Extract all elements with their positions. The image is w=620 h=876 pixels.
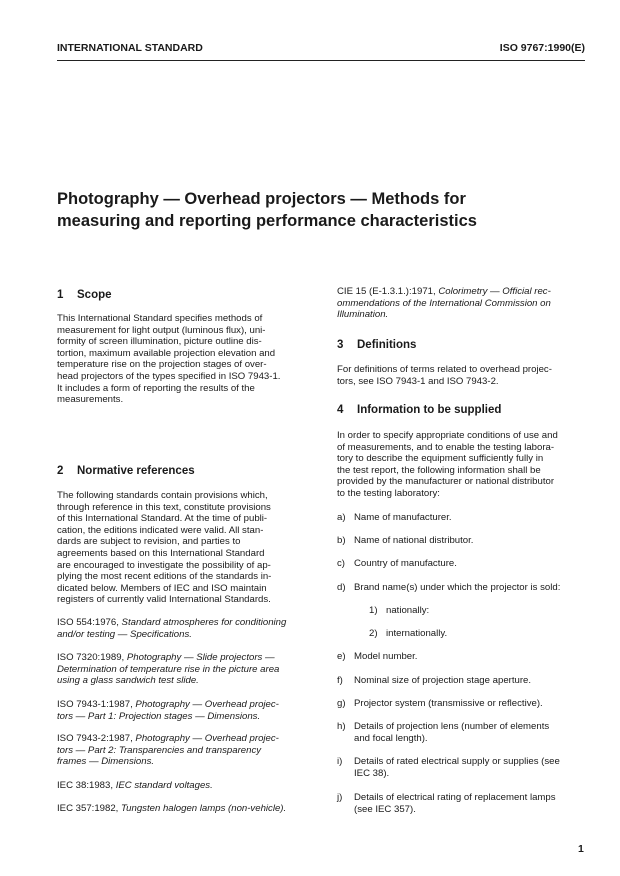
reference-code: ISO 7943-1:1987, bbox=[57, 699, 133, 710]
information-paragraph bbox=[337, 430, 587, 500]
reference-entry bbox=[57, 617, 307, 640]
reference-title: Colorimetry — Official rec- bbox=[438, 286, 551, 297]
list-text: internationally. bbox=[386, 628, 448, 639]
reference-code: IEC 38:1983, bbox=[57, 780, 114, 791]
list-marker: 1) bbox=[369, 605, 378, 616]
list-item bbox=[337, 582, 587, 594]
list-marker: b) bbox=[337, 535, 346, 546]
list-marker: j) bbox=[337, 792, 343, 803]
list-item bbox=[337, 535, 587, 547]
sub-list-item bbox=[369, 605, 569, 617]
reference-title-cont: and/or testing — Specifications. bbox=[57, 628, 192, 640]
text-line: of this International Standard. At the time of publi- bbox=[57, 513, 268, 525]
section-title: Information to be supplied bbox=[357, 404, 502, 416]
text-line: tors, see ISO 7943-1 and ISO 7943-2. bbox=[337, 375, 499, 387]
section-number: 1 bbox=[57, 289, 64, 301]
section-heading-definitions bbox=[337, 340, 416, 352]
list-marker: h) bbox=[337, 721, 346, 732]
reference-title-cont: tors — Part 2: Transparencies and transparency bbox=[57, 744, 262, 756]
section-heading-scope bbox=[57, 290, 112, 302]
reference-entry bbox=[57, 803, 307, 815]
text-line: The following standards contain provisions which, bbox=[57, 490, 268, 501]
section-title: Normative references bbox=[77, 465, 195, 477]
section-heading-normative-references bbox=[57, 466, 195, 478]
list-text bbox=[354, 756, 587, 779]
list-marker: d) bbox=[337, 582, 346, 593]
reference-entry bbox=[57, 733, 307, 768]
section-heading-information bbox=[337, 405, 501, 417]
list-text: Name of national distributor. bbox=[354, 535, 474, 546]
reference-entry bbox=[57, 652, 307, 687]
list-text-line: Details of rated electrical supply or supplies (see bbox=[354, 756, 560, 767]
reference-code: ISO 7320:1989, bbox=[57, 652, 125, 663]
text-line: of measurements, and to enable the testing labora- bbox=[337, 441, 555, 453]
text-line: head projectors of the types specified in ISO 7943-1. bbox=[57, 370, 281, 382]
text-line: the test report, the following information shall be bbox=[337, 464, 541, 476]
reference-code: CIE 15 (E-1.3.1.):1971, bbox=[337, 286, 436, 297]
reference-title-cont: tors — Part 1: Projection stages — Dimensions. bbox=[57, 710, 261, 722]
list-marker: g) bbox=[337, 698, 346, 709]
section-title: Definitions bbox=[357, 339, 417, 351]
text-line: registers of currently valid International Standards. bbox=[57, 594, 271, 606]
right-column bbox=[337, 0, 587, 876]
reference-title: IEC standard voltages. bbox=[115, 780, 213, 791]
list-item bbox=[337, 675, 587, 687]
list-item bbox=[337, 558, 587, 570]
section-number: 3 bbox=[337, 339, 344, 351]
section-number: 2 bbox=[57, 465, 64, 477]
reference-title: Photography — Overhead projec- bbox=[135, 699, 279, 710]
definitions-paragraph bbox=[337, 364, 587, 387]
title-line: measuring and reporting performance characteristics bbox=[57, 212, 477, 230]
text-line: measurements. bbox=[57, 394, 124, 406]
title-line: Photography — Overhead projectors — Methods for bbox=[57, 190, 466, 208]
text-line: to the testing laboratory: bbox=[337, 487, 440, 499]
text-line: temperature rise on the projection stages of over- bbox=[57, 359, 267, 371]
reference-title-cont: ommendations of the International Commission on bbox=[337, 297, 551, 309]
list-text-line: Details of electrical rating of replacement lamps bbox=[354, 792, 556, 803]
list-text-line: and focal length). bbox=[354, 732, 428, 744]
reference-title: Photography — Slide projectors — bbox=[126, 652, 275, 663]
reference-title: Standard atmospheres for conditioning bbox=[121, 617, 287, 628]
list-text: Name of manufacturer. bbox=[354, 512, 452, 523]
text-line: agreements based on this International Standard bbox=[57, 547, 265, 559]
reference-title-cont: Determination of temperature rise in the picture area bbox=[57, 663, 280, 675]
list-item bbox=[337, 721, 587, 745]
header-standard-number: ISO 9767:1990(E) bbox=[499, 42, 585, 54]
reference-code: ISO 554:1976, bbox=[57, 617, 119, 628]
sub-list-item bbox=[369, 628, 569, 640]
reference-code: ISO 7943-2:1987, bbox=[57, 733, 133, 744]
list-text: Nominal size of projection stage aperture. bbox=[354, 675, 532, 686]
text-line: dicated below. Members of IEC and ISO maintain bbox=[57, 582, 267, 594]
section-number: 4 bbox=[337, 404, 344, 416]
list-marker: a) bbox=[337, 512, 346, 523]
page-number: 1 bbox=[578, 843, 584, 855]
reference-title: Photography — Overhead projec- bbox=[135, 733, 279, 744]
list-text: Country of manufacture. bbox=[354, 558, 457, 569]
reference-title-cont: using a glass sandwich test slide. bbox=[57, 675, 199, 687]
list-marker: 2) bbox=[369, 628, 378, 639]
list-item bbox=[337, 698, 587, 710]
text-line: cation, the editions indicated were valid. All stan- bbox=[57, 524, 264, 536]
list-item bbox=[337, 792, 587, 816]
section-title: Scope bbox=[77, 289, 112, 301]
list-text-line: (see IEC 357). bbox=[354, 803, 416, 815]
list-text: Projector system (transmissive or reflective). bbox=[354, 698, 543, 709]
text-line: dards are subject to revision, and parties to bbox=[57, 536, 241, 548]
reference-entry bbox=[57, 780, 307, 792]
left-column bbox=[57, 0, 307, 876]
text-line: provided by the manufacturer or national distributor bbox=[337, 476, 555, 488]
text-line: For definitions of terms related to overhead projec- bbox=[337, 364, 552, 375]
list-item bbox=[337, 651, 587, 663]
list-text bbox=[354, 792, 587, 815]
text-line: It includes a form of reporting the results of the bbox=[57, 382, 255, 394]
text-line: In order to specify appropriate conditions of use and bbox=[337, 430, 558, 441]
text-line: through reference in this text, constitute provisions bbox=[57, 501, 271, 513]
text-line: This International Standard specifies methods of bbox=[57, 313, 263, 324]
reference-code: IEC 357:1982, bbox=[57, 803, 119, 814]
list-marker: c) bbox=[337, 558, 345, 569]
text-line: tory to describe the equipment sufficiently fully in bbox=[337, 453, 544, 465]
list-item bbox=[337, 756, 587, 780]
list-item bbox=[337, 512, 587, 524]
text-line: are encouraged to investigate the possibility of ap- bbox=[57, 559, 271, 571]
list-text: Brand name(s) under which the projector is sold: bbox=[354, 582, 561, 593]
list-marker: e) bbox=[337, 651, 346, 662]
reference-entry bbox=[57, 699, 307, 722]
header-standard-type: INTERNATIONAL STANDARD bbox=[57, 42, 203, 54]
text-line: tortion, maximum available projection elevation and bbox=[57, 347, 276, 359]
reference-title-cont: Illumination. bbox=[337, 309, 389, 321]
reference-title: Tungsten halogen lamps (non-vehicle). bbox=[121, 803, 287, 814]
list-marker: f) bbox=[337, 675, 343, 686]
list-text: Model number. bbox=[354, 651, 418, 662]
list-text-line: IEC 38). bbox=[354, 767, 390, 779]
list-text-line: Details of projection lens (number of elements bbox=[354, 721, 550, 732]
reference-entry-cie bbox=[337, 286, 587, 321]
text-line: formity of screen illumination, picture outline dis- bbox=[57, 336, 262, 348]
scope-paragraph bbox=[57, 313, 307, 406]
text-line: measurement for light output (luminous flux), uni- bbox=[57, 324, 266, 336]
reference-title-cont: frames — Dimensions. bbox=[57, 756, 155, 768]
list-text: nationally: bbox=[386, 605, 430, 616]
text-line: plying the most recent editions of the standards in- bbox=[57, 571, 272, 583]
list-marker: i) bbox=[337, 756, 343, 767]
normative-paragraph bbox=[57, 490, 307, 606]
list-text bbox=[354, 721, 587, 744]
